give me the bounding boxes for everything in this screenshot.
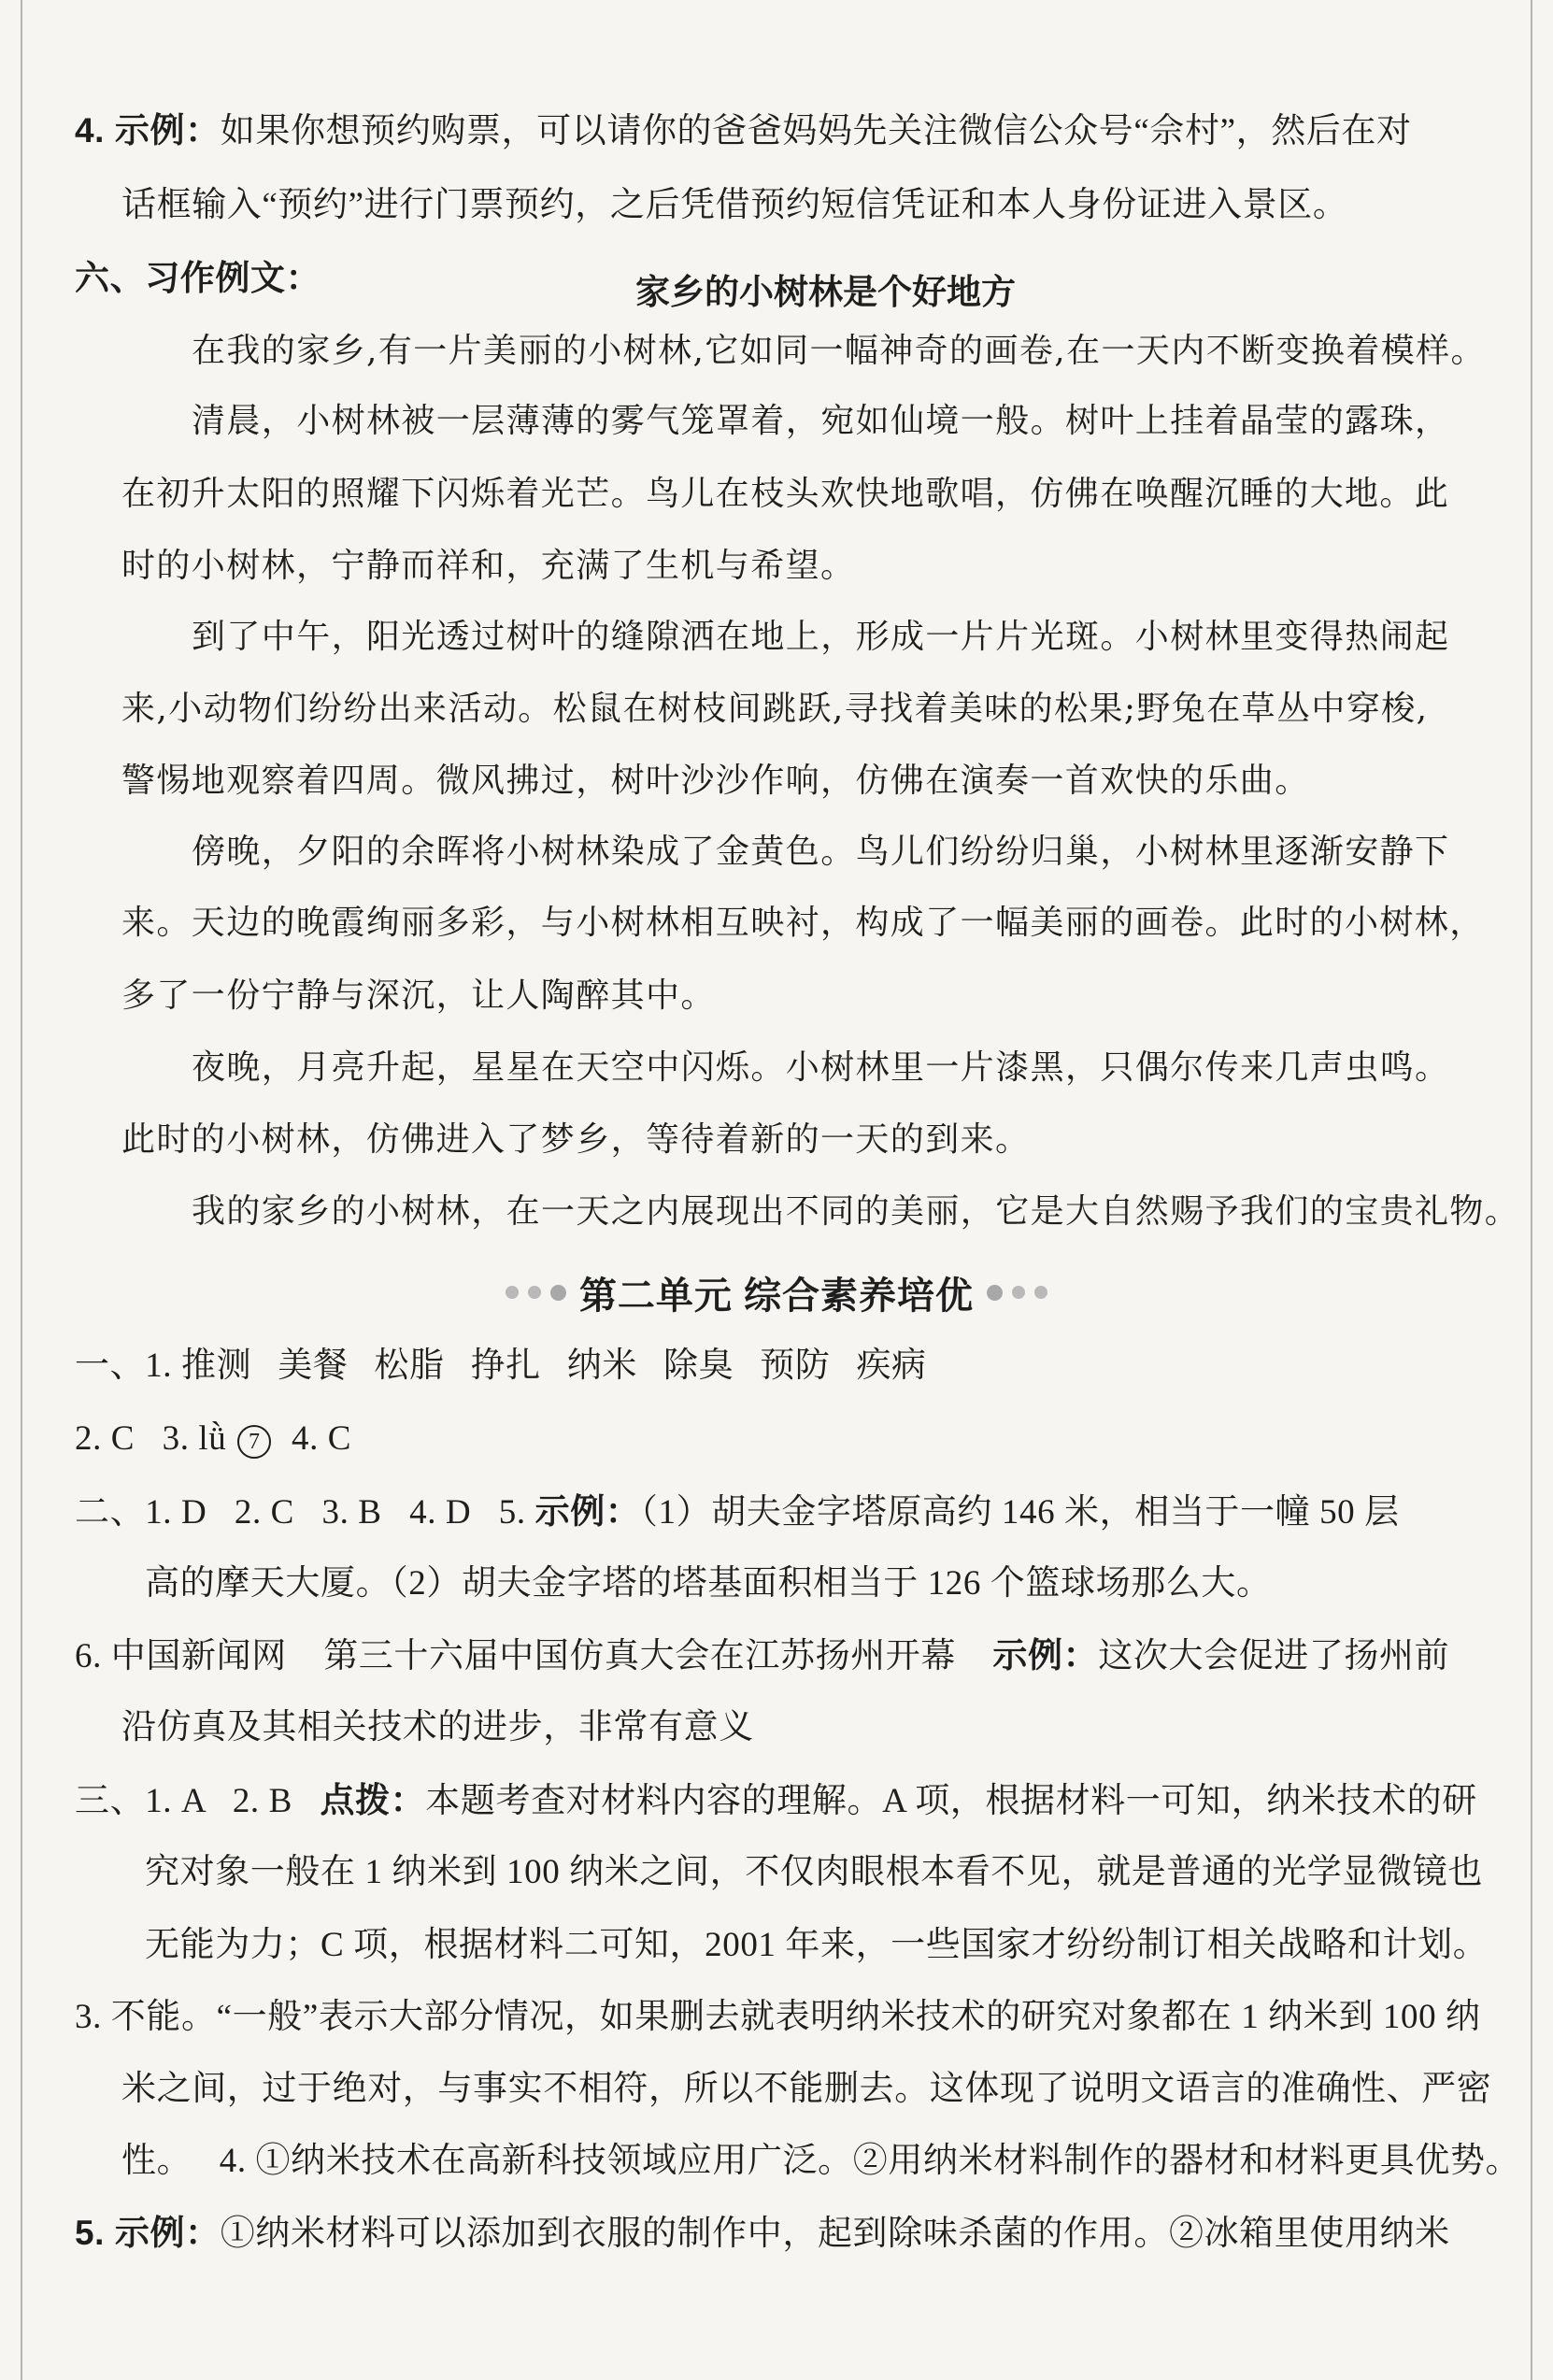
unit-2-header	[0, 1266, 1553, 1318]
unit-2-title: 第二单元 综合素养培优	[578, 1275, 975, 1317]
circled-number: 7	[237, 1425, 271, 1459]
section-1-line-2	[75, 1415, 351, 1463]
section-2-line-4: 沿仿真及其相关技术的进步，非常有意义	[121, 1708, 754, 1746]
section-3-hint: 本题考查对材料内容的理解。A 项，根据材料一可知，纳米技术的研	[425, 1782, 1477, 1820]
vocab-word: 松脂	[374, 1347, 445, 1385]
section-2-answers: 二、1. D 2. C 3. B 4. D 5.	[75, 1493, 535, 1532]
section-3-line-3: 无能为力；C 项，根据材料二可知，2001 年来，一些国家才纷纷制订相关战略和计划。	[145, 1926, 1489, 1964]
answer-4-number: 4. 示例：	[75, 111, 221, 150]
essay-line: 来,小动物们纷纷出来活动。松鼠在树枝间跳跃,寻找着美味的松果;野兔在草丛中穿梭,	[121, 690, 1429, 728]
section-3-line-1	[75, 1776, 1477, 1826]
essay-line: 在我的家乡,有一片美丽的小树林,它如同一幅神奇的画卷,在一天内不断变换着模样。	[192, 332, 1486, 370]
essay-title: 家乡的小树林是个好地方	[635, 273, 1016, 311]
essay-line: 傍晚，夕阳的余晖将小树林染成了金黄色。鸟儿们纷纷归巢，小树林里逐渐安静下	[192, 833, 1450, 871]
section-2-line-3	[75, 1632, 1449, 1681]
essay-line: 警惕地观察着四周。微风拂过，树叶沙沙作响，仿佛在演奏一首欢快的乐曲。	[121, 762, 1310, 800]
essay-line: 我的家乡的小树林，在一天之内展现出不同的美丽，它是大自然赐予我们的宝贵礼物。	[192, 1192, 1520, 1231]
essay-line: 夜晚，月亮升起，星星在天空中闪烁。小树林里一片漆黑，只偶尔传来几声虫鸣。	[192, 1048, 1450, 1087]
section-2-line-1	[75, 1488, 1400, 1537]
answers-2-3: 2. C 3. lǜ	[75, 1419, 236, 1458]
section-3-line-4: 3. 不能。“一般”表示大部分情况，如果删去就表明纳米技术的研究对象都在 1 纳米到 100 纳	[75, 1998, 1481, 2036]
vocab-word: 美餐	[278, 1347, 349, 1385]
answer-4-text-1: 如果你想预约购票，可以请你的爸爸妈妈先关注微信公众号“佘村”，然后在对	[220, 112, 1412, 150]
answer-5-text: ①纳米材料可以添加到衣服的制作中，起到除味杀菌的作用。②冰箱里使用纳米	[220, 2215, 1450, 2253]
section-3-line-2: 究对象一般在 1 纳米到 100 纳米之间，不仅肉眼根本看不见，就是普通的光学显微镜也	[145, 1853, 1483, 1891]
section-3-line-7	[75, 2209, 1450, 2259]
answer-6-text: 6. 中国新闻网 第三十六届中国仿真大会在江苏扬州开幕	[75, 1637, 993, 1675]
answer-6-example: 这次大会促进了扬州前	[1098, 1637, 1450, 1675]
example-label: 示例：	[992, 1636, 1099, 1675]
example-label: 示例：	[534, 1492, 641, 1531]
essay-line: 来。天边的晚霞绚丽多彩，与小树林相互映衬，构成了一幅美丽的画卷。此时的小树林，	[121, 904, 1485, 942]
header-right-dots	[987, 1285, 1047, 1301]
essay-line: 清晨，小树林被一层薄薄的雾气笼罩着，宛如仙境一般。树叶上挂着晶莹的露珠，	[192, 402, 1450, 440]
essay-line: 到了中午，阳光透过树叶的缝隙洒在地上，形成一片片光斑。小树林里变得热闹起	[192, 618, 1450, 656]
vocab-word: 预防	[760, 1347, 831, 1385]
section-3-line-5: 米之间，过于绝对，与事实不相符，所以不能删去。这体现了说明文语言的准确性、严密	[121, 2070, 1492, 2108]
essay-section-label: 六、习作例文：	[75, 259, 321, 297]
left-margin-rule	[21, 0, 22, 2380]
section-2-text: （1）胡夫金字塔原高约 146 米，相当于一幢 50 层	[640, 1493, 1400, 1532]
answer-4: 4. C	[273, 1419, 352, 1458]
vocab-word: 疾病	[856, 1347, 927, 1385]
example-label: 5. 示例：	[75, 2214, 221, 2252]
right-margin-rule	[1531, 0, 1532, 2380]
header-left-dots	[506, 1285, 566, 1301]
answer-4-line-1	[75, 107, 1412, 156]
section-1-label: 一、1.	[75, 1347, 173, 1385]
hint-label: 点拨：	[320, 1781, 426, 1819]
section-2-line-2: 高的摩天大厦。（2）胡夫金字塔的塔基面积相当于 126 个篮球场那么大。	[145, 1564, 1272, 1603]
vocab-word: 除臭	[663, 1347, 734, 1385]
section-3-line-6: 性。 4. ①纳米技术在高新科技领域应用广泛。②用纳米材料制作的器材和材料更具优势。	[121, 2142, 1521, 2180]
answer-4-line-2: 话框输入“预约”进行门票预约，之后凭借预约短信凭证和本人身份证进入景区。	[121, 186, 1348, 224]
essay-line: 在初升太阳的照耀下闪烁着光芒。鸟儿在枝头欢快地歌唱，仿佛在唤醒沉睡的大地。此	[121, 475, 1450, 513]
essay-line: 此时的小树林，仿佛进入了梦乡，等待着新的一天的到来。	[121, 1120, 1031, 1159]
essay-line: 时的小树林，宁静而祥和，充满了生机与希望。	[121, 547, 856, 585]
section-3-answers: 三、1. A 2. B	[75, 1782, 321, 1820]
section-1-line-1	[75, 1342, 927, 1390]
vocab-word: 纳米	[566, 1347, 638, 1385]
essay-line: 多了一份宁静与深沉，让人陶醉其中。	[121, 976, 716, 1015]
vocab-word: 挣扎	[470, 1347, 541, 1385]
vocab-word: 推测	[181, 1347, 252, 1385]
